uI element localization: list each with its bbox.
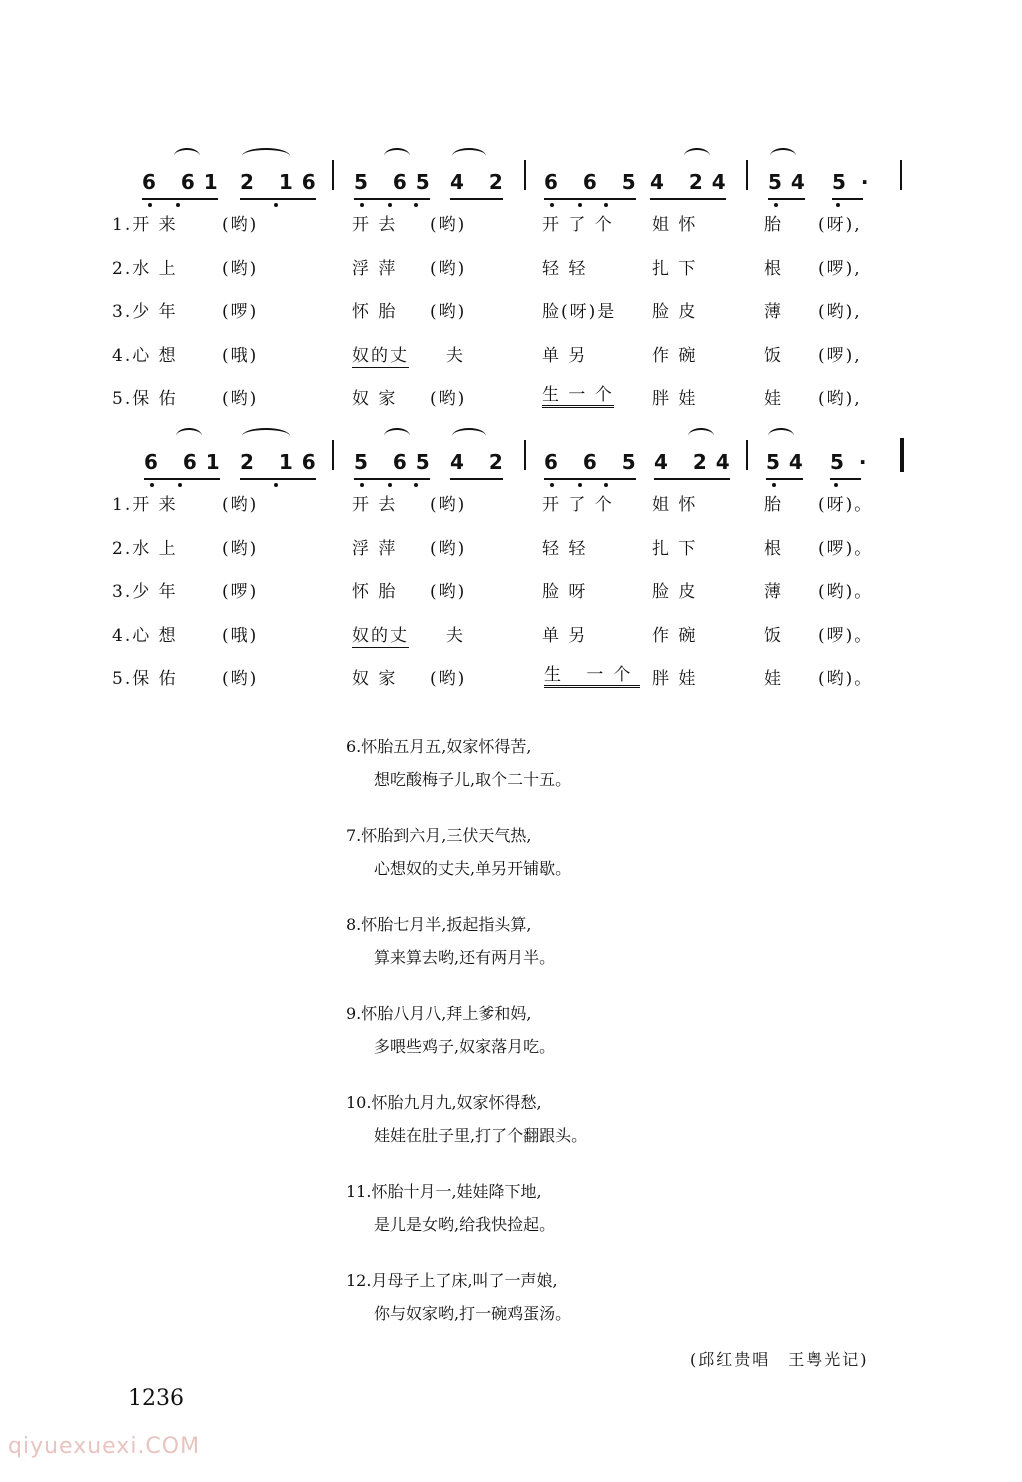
verse-line: 7.怀胎到六月,三伏天气热, <box>346 826 532 845</box>
slur <box>768 428 794 444</box>
lyric-line <box>112 341 912 385</box>
note-group: 5 · <box>832 170 873 194</box>
lyric: (哟) <box>222 669 259 689</box>
lyric: 浮 萍 <box>352 258 398 279</box>
verse-11 <box>346 1175 587 1241</box>
lyric: (啰) <box>222 582 259 602</box>
low-octave-dot <box>150 483 154 487</box>
slur <box>384 428 410 444</box>
lyric: 扎 下 <box>652 538 698 559</box>
note-group: 5 · <box>830 450 871 474</box>
lyric: 3.少 年 <box>112 302 178 322</box>
score-system-2 <box>112 420 912 708</box>
low-octave-dot <box>578 483 582 487</box>
low-octave-dot <box>414 483 418 487</box>
lyric: 奴 家 <box>352 669 398 689</box>
final-bar-line <box>900 438 904 472</box>
lyric: 扎 下 <box>652 258 698 279</box>
slur <box>176 428 202 444</box>
bar-line <box>900 160 902 190</box>
lyric: 5.保 佑 <box>112 669 178 689</box>
lyric: 根 <box>764 258 783 279</box>
lyric: 根 <box>764 538 783 559</box>
slur <box>384 148 410 164</box>
verse-line: 9.怀胎八月八,拜上爹和妈, <box>346 1004 532 1023</box>
low-octave-dot <box>148 203 152 207</box>
lyric: 胎 <box>764 495 783 515</box>
notation-row <box>112 420 912 490</box>
lyric: (啰)。 <box>818 625 874 646</box>
lyric: 开 去 <box>352 215 398 235</box>
lyric: 作 碗 <box>652 625 698 646</box>
lyric: 4.心 想 <box>112 345 178 366</box>
low-octave-dot <box>360 483 364 487</box>
lyric: 作 碗 <box>652 345 698 366</box>
lyric-line <box>112 210 912 254</box>
lyric: (哟), <box>818 302 862 322</box>
lyric: 生 一个 <box>544 660 640 688</box>
lyric: 开 去 <box>352 495 398 515</box>
lyric: 1.开 来 <box>112 215 178 235</box>
slur <box>452 148 486 164</box>
lyric: 胖 娃 <box>652 669 698 689</box>
lyric-line <box>112 297 912 341</box>
lyric: 脸(呀)是 <box>542 302 617 322</box>
lyric: 姐 怀 <box>652 495 698 515</box>
lyric: 轻 轻 <box>542 538 588 559</box>
bar-line <box>746 440 748 470</box>
watermark-text: qiyuexuexi.COM <box>8 1434 201 1459</box>
lyric: (哟) <box>430 258 467 279</box>
verse-line: 你与奴家哟,打一碗鸡蛋汤。 <box>374 1304 572 1323</box>
low-octave-dot <box>774 203 778 207</box>
low-octave-dot <box>834 483 838 487</box>
low-octave-dot <box>550 203 554 207</box>
verse-7 <box>346 819 587 885</box>
verse-line: 娃娃在肚子里,打了个翻跟头。 <box>374 1126 588 1145</box>
slur <box>684 148 710 164</box>
note-group: 5 65 <box>354 170 439 194</box>
lyric: 单 另 <box>542 625 588 646</box>
lyric: 胖 娃 <box>652 389 698 409</box>
verse-6 <box>346 730 587 796</box>
lyric: (呀), <box>818 215 862 235</box>
lyric: 娃 <box>764 669 783 689</box>
slur <box>770 148 796 164</box>
bar-line <box>332 440 334 470</box>
lyric: (哟) <box>430 669 467 689</box>
page-number: 1236 <box>128 1386 184 1411</box>
lyric: (哟) <box>222 389 259 409</box>
note-group: 4 24 <box>654 450 739 474</box>
note-group: 4 2 <box>450 170 512 194</box>
lyric: (哟) <box>222 258 259 279</box>
bar-line <box>332 160 334 190</box>
verse-line: 10.怀胎九月九,奴家怀得愁, <box>346 1093 542 1112</box>
lyric: (哟) <box>430 389 467 409</box>
lyric: 薄 <box>764 302 783 322</box>
lyric: 2.水 上 <box>112 258 178 279</box>
verse-12 <box>346 1264 587 1330</box>
lyric: (啰), <box>818 258 862 279</box>
lyric: (哦) <box>222 625 259 646</box>
low-octave-dot <box>176 203 180 207</box>
slur <box>174 148 200 164</box>
verse-line: 想吃酸梅子儿,取个二十五。 <box>374 770 572 789</box>
lyric: 娃 <box>764 389 783 409</box>
score-system-1 <box>112 140 912 428</box>
lyric: 脸 呀 <box>542 582 588 602</box>
low-octave-dot <box>178 483 182 487</box>
note-group: 6 6 5 <box>544 170 645 194</box>
note-group: 4 2 <box>450 450 512 474</box>
verse-line: 多喂些鸡子,奴家落月吃。 <box>374 1037 556 1056</box>
slur <box>242 428 290 444</box>
lyric: 轻 轻 <box>542 258 588 279</box>
lyric: (呀)。 <box>818 495 874 515</box>
lyric: (哟) <box>222 215 259 235</box>
lyric: (哟) <box>222 538 259 559</box>
lyric-line <box>112 490 912 534</box>
lyric: 3.少 年 <box>112 582 178 602</box>
lyric: 奴的丈 <box>352 341 409 368</box>
note-group: 2 16 <box>240 450 325 474</box>
lyric: (啰), <box>818 345 862 366</box>
lyric: 奴 家 <box>352 389 398 409</box>
lyric-line <box>112 621 912 665</box>
low-octave-dot <box>550 483 554 487</box>
bar-line <box>524 160 526 190</box>
verse-line: 11.怀胎十月一,娃娃降下地, <box>346 1182 542 1201</box>
note-group: 6 6 5 <box>544 450 645 474</box>
verse-9 <box>346 997 587 1063</box>
lyric: (哟)。 <box>818 582 874 602</box>
low-octave-dot <box>274 483 278 487</box>
note-group: 6 61 <box>144 450 229 474</box>
lyric-line <box>112 577 912 621</box>
additional-verses <box>346 730 587 1353</box>
low-octave-dot <box>360 203 364 207</box>
low-octave-dot <box>604 483 608 487</box>
lyric: (哟)。 <box>818 669 874 689</box>
lyric-line <box>112 534 912 578</box>
bar-line <box>746 160 748 190</box>
lyric: 胎 <box>764 215 783 235</box>
lyric: 浮 萍 <box>352 538 398 559</box>
credit-line: (邱红贵唱 王粤光记) <box>690 1350 869 1369</box>
lyric-line <box>112 254 912 298</box>
lyric: 单 另 <box>542 345 588 366</box>
lyric: 饭 <box>764 345 783 366</box>
lyric: 开 了 个 <box>542 215 614 235</box>
verse-line: 8.怀胎七月半,扳起指头算, <box>346 915 532 934</box>
verse-line: 12.月母子上了床,叫了一声娘, <box>346 1271 558 1290</box>
lyric: (哦) <box>222 345 259 366</box>
lyric: (哟) <box>430 495 467 515</box>
verse-line: 6.怀胎五月五,奴家怀得苦, <box>346 737 532 756</box>
verse-line: 是儿是女哟,给我快捡起。 <box>374 1215 556 1234</box>
lyric: (哟) <box>430 215 467 235</box>
lyric: (哟) <box>430 302 467 322</box>
slur <box>688 428 714 444</box>
lyric: 开 了 个 <box>542 495 614 515</box>
lyric: 2.水 上 <box>112 538 178 559</box>
note-group: 6 61 <box>142 170 227 194</box>
lyric: 脸 皮 <box>652 582 698 602</box>
slur <box>452 428 486 444</box>
low-octave-dot <box>578 203 582 207</box>
lyric-line <box>112 664 912 708</box>
lyric: 怀 胎 <box>352 302 398 322</box>
verse-line: 算来算去哟,还有两月半。 <box>374 948 556 967</box>
low-octave-dot <box>414 203 418 207</box>
bar-line <box>524 440 526 470</box>
low-octave-dot <box>604 203 608 207</box>
lyric: (哟) <box>430 538 467 559</box>
note-group: 54 <box>768 170 814 194</box>
lyric: 薄 <box>764 582 783 602</box>
lyric: 夫 <box>446 345 465 366</box>
lyric: 1.开 来 <box>112 495 178 515</box>
lyric: 5.保 佑 <box>112 389 178 409</box>
lyric: 脸 皮 <box>652 302 698 322</box>
lyric: 饭 <box>764 625 783 646</box>
lyric: (哟) <box>222 495 259 515</box>
slur <box>242 148 290 164</box>
note-group: 4 24 <box>650 170 735 194</box>
verse-line: 心想奴的丈夫,单另开铺歇。 <box>374 859 572 878</box>
lyric: (哟) <box>430 582 467 602</box>
lyric: 奴的丈 <box>352 621 409 648</box>
lyric: 怀 胎 <box>352 582 398 602</box>
note-group: 54 <box>766 450 812 474</box>
lyric: 4.心 想 <box>112 625 178 646</box>
low-octave-dot <box>772 483 776 487</box>
lyric: (啰) <box>222 302 259 322</box>
notation-row <box>112 140 912 210</box>
low-octave-dot <box>388 483 392 487</box>
lyric: (哟), <box>818 389 862 409</box>
lyric: 夫 <box>446 625 465 646</box>
note-group: 5 65 <box>354 450 439 474</box>
low-octave-dot <box>836 203 840 207</box>
verse-8 <box>346 908 587 974</box>
lyric: (啰)。 <box>818 538 874 559</box>
low-octave-dot <box>274 203 278 207</box>
lyric: 姐 怀 <box>652 215 698 235</box>
lyric: 生 一 个 <box>542 380 614 408</box>
note-group: 2 16 <box>240 170 325 194</box>
verse-10 <box>346 1086 587 1152</box>
low-octave-dot <box>388 203 392 207</box>
